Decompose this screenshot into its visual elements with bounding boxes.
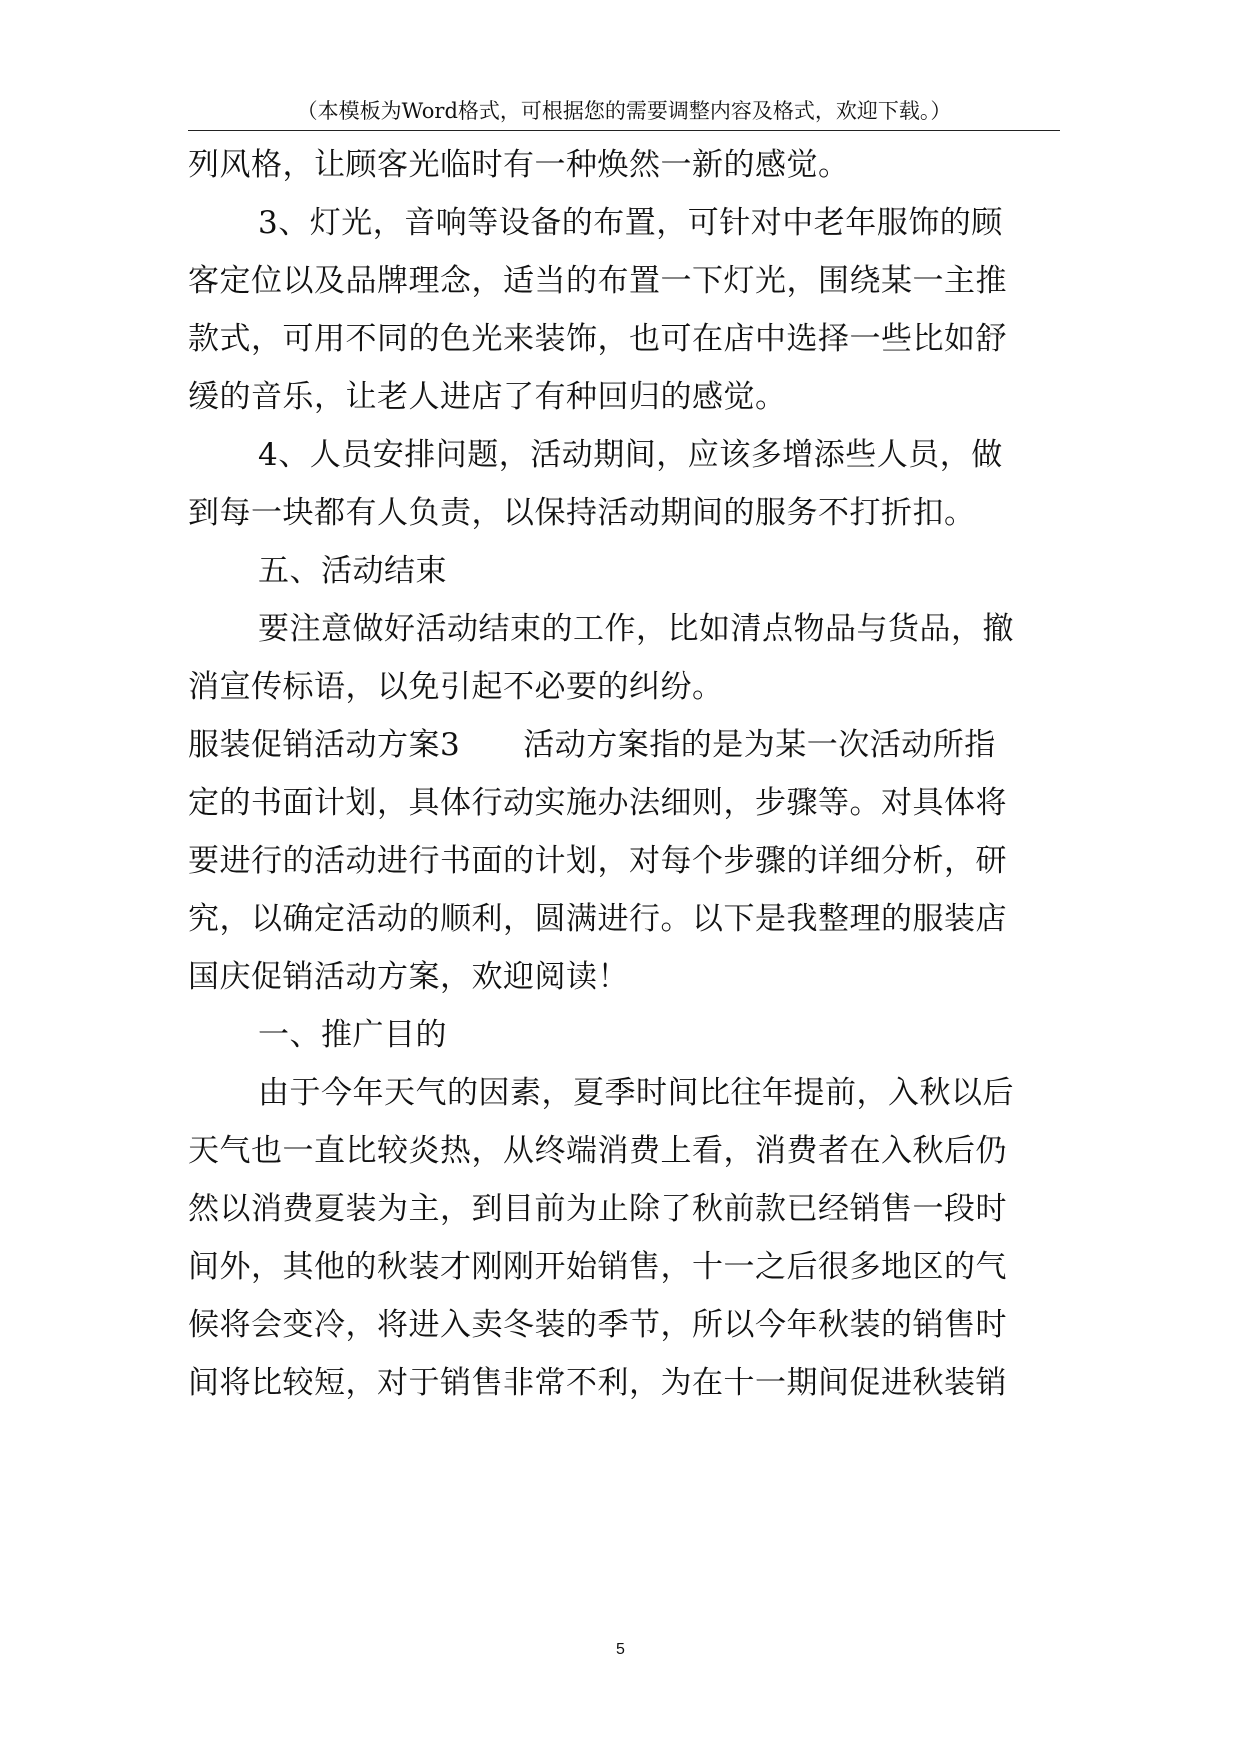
body-line: 要进行的活动进行书面的计划，对每个步骤的详细分析，研 [188, 843, 1007, 879]
body-line: 客定位以及品牌理念，适当的布置一下灯光，围绕某一主推 [188, 263, 1007, 299]
section-heading: 一、推广目的 [258, 1017, 447, 1053]
body-line: 究，以确定活动的顺利，圆满进行。以下是我整理的服装店 [188, 901, 1007, 937]
page-number: 5 [616, 1641, 625, 1658]
body-line: 国庆促销活动方案，欢迎阅读！ [188, 959, 629, 995]
header-divider [188, 130, 1060, 131]
body-line: 由于今年天气的因素，夏季时间比往年提前，入秋以后 [258, 1075, 1014, 1111]
header-note: （本模板为Word格式，可根据您的需要调整内容及格式，欢迎下载。） [296, 99, 952, 123]
body-line: 4、人员安排问题，活动期间，应该多增添些人员，做 [258, 437, 1003, 473]
body-line: 间外，其他的秋装才刚刚开始销售，十一之后很多地区的气 [188, 1249, 1007, 1285]
body-line: 天气也一直比较炎热，从终端消费上看，消费者在入秋后仍 [188, 1133, 1007, 1169]
body-line: 间将比较短，对于销售非常不利，为在十一期间促进秋装销 [188, 1365, 1007, 1401]
body-line: 要注意做好活动结束的工作，比如清点物品与货品，撤 [258, 611, 1014, 647]
body-line: 候将会变冷，将进入卖冬装的季节，所以今年秋装的销售时 [188, 1307, 1007, 1343]
body-line: 定的书面计划，具体行动实施办法细则，步骤等。对具体将 [188, 785, 1007, 821]
body-line: 3、灯光，音响等设备的布置，可针对中老年服饰的顾 [258, 205, 1003, 241]
body-line: 列风格，让顾客光临时有一种焕然一新的感觉。 [188, 147, 850, 183]
body-line: 消宣传标语，以免引起不必要的纠纷。 [188, 669, 724, 705]
body-line: 缓的音乐，让老人进店了有种回归的感觉。 [188, 379, 787, 415]
body-line: 款式，可用不同的色光来装饰，也可在店中选择一些比如舒 [188, 321, 1007, 357]
body-line: 服装促销活动方案3 活动方案指的是为某一次活动所指 [188, 727, 996, 763]
section-heading: 五、活动结束 [258, 553, 447, 589]
body-line: 到每一块都有人负责，以保持活动期间的服务不打折扣。 [188, 495, 976, 531]
body-line: 然以消费夏装为主，到目前为止除了秋前款已经销售一段时 [188, 1191, 1007, 1227]
